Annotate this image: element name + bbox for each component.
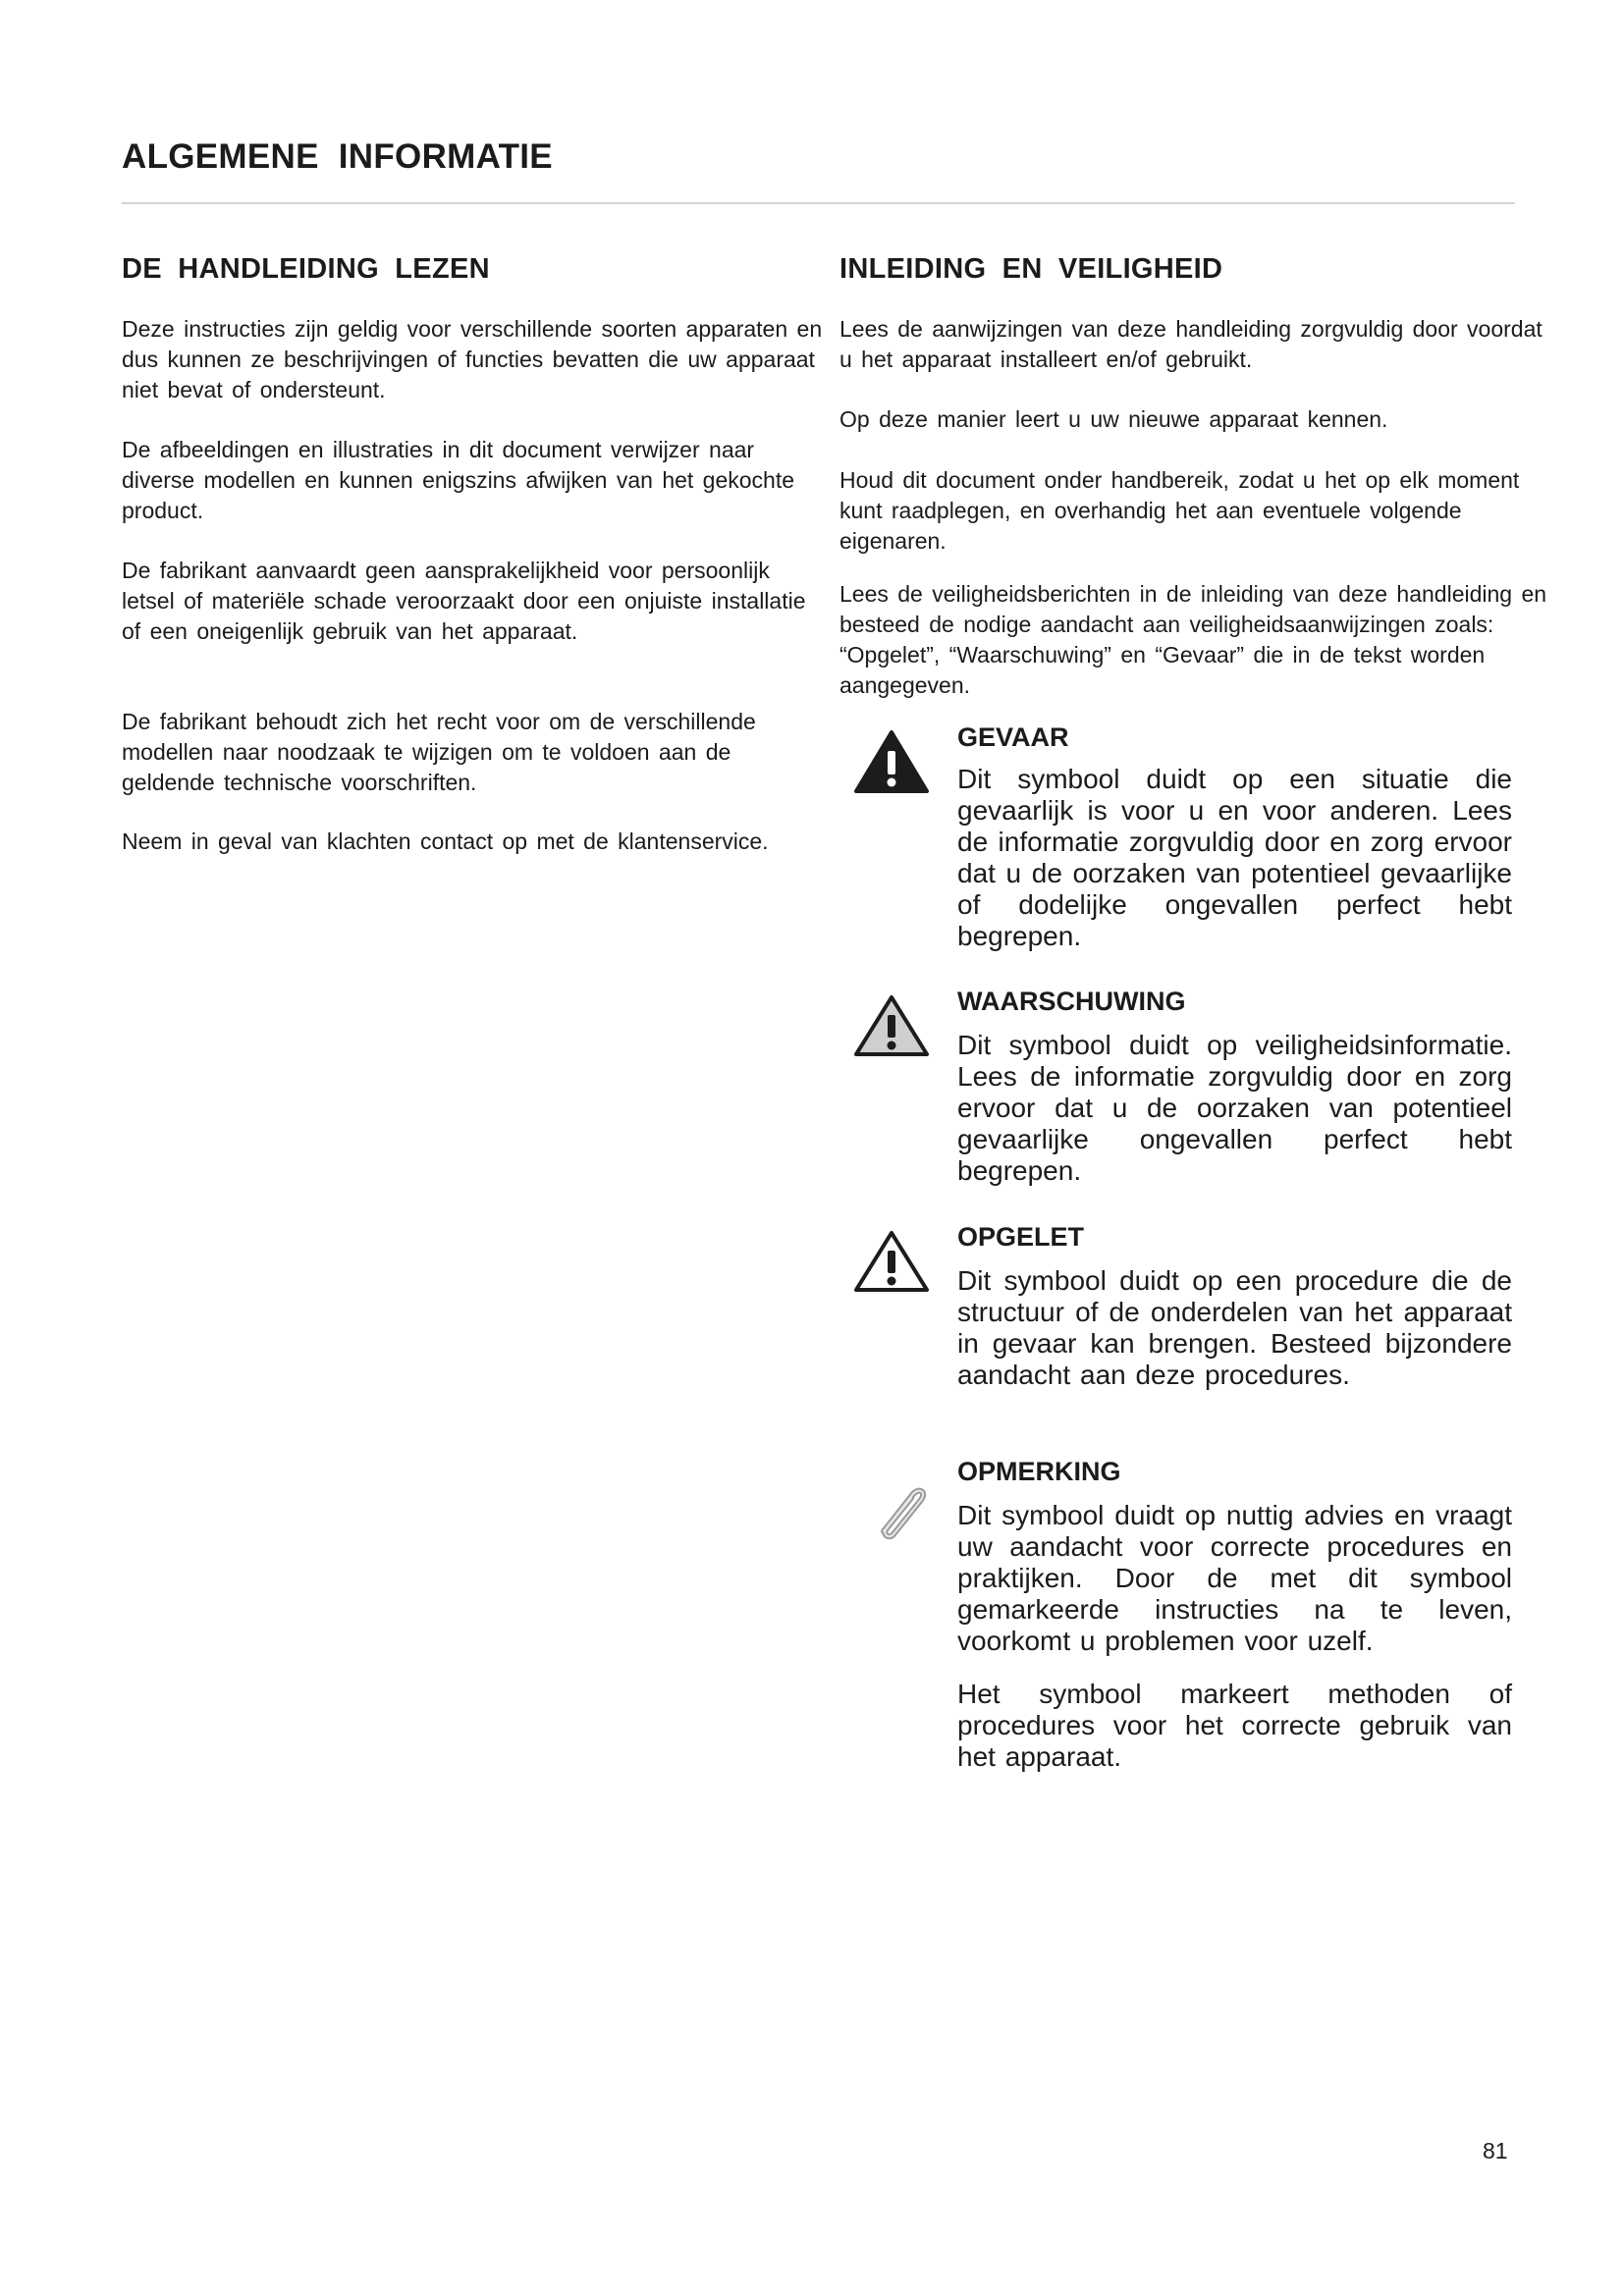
notice-text-caution: Dit symbool duidt op een procedure die de structuur of de onderdelen van het apparaat in gevaar kan brengen. Besteed bijzondere aandacht aan deze procedures. (957, 1265, 1512, 1390)
left-paragraph-1: Deze instructies zijn geldig voor verschillende soorten apparaten en dus kunnen ze beschrijvingen of functies bevatten die uw apparaat niet bevat of ondersteunt. (122, 316, 823, 402)
notice-title-warning: WAARSCHUWING (957, 987, 1186, 1016)
section-heading-reading-manual: DE HANDLEIDING LEZEN (122, 253, 490, 285)
left-paragraph-2: De afbeeldingen en illustraties in dit document verwijzer naar diverse modellen en kunnen enigszins afwijken van het gekochte product. (122, 437, 795, 523)
left-paragraph-3: De fabrikant aanvaardt geen aansprakelijkheid voor persoonlijk letsel of materiële schade veroorzaakt door een onjuiste installatie of een oneigenlijk gebruik van het apparaat. (122, 558, 806, 644)
danger-triangle-icon (853, 729, 930, 794)
page-number: 81 (1483, 2138, 1508, 2163)
notice-title-danger: GEVAAR (957, 722, 1069, 752)
warning-triangle-icon (853, 993, 930, 1058)
notice-text-note: Dit symbool duidt op nuttig advies en vraagt uw aandacht voor correcte procedures en praktijken. Door de met dit symbool gemarkeerde instructies na te leven, voorkomt u problemen voor uzelf. (957, 1500, 1512, 1656)
notice-text-danger: Dit symbool duidt op een situatie die gevaarlijk is voor u en voor anderen. Lees de informatie zorgvuldig door en zorg ervoor dat u de oorzaken van potentieel gevaarlijke of dodelijke ongevallen perfect hebt begrepen. (957, 764, 1512, 951)
page-title: ALGEMENE INFORMATIE (122, 137, 553, 176)
notice-text-warning: Dit symbool duidt op veiligheidsinformatie. Lees de informatie zorgvuldig door en zorg ervoor dat u de oorzaken van potentieel gevaarlijke ongevallen perfect hebt begrepen. (957, 1030, 1512, 1186)
title-divider (122, 202, 1515, 204)
right-paragraph-3: Houd dit document onder handbereik, zodat u het op elk moment kunt raadplegen, en overhandig het aan eventuele volgende eigenaren. (839, 467, 1520, 554)
paperclip-icon (864, 1476, 933, 1545)
caution-triangle-icon (853, 1229, 930, 1294)
right-paragraph-4: Lees de veiligheidsberichten in de inleiding van deze handleiding en besteed de nodige aandacht aan veiligheidsaanwijzingen zoals: “Opgelet”, “Waarschuwing” en “Gevaar” die in de tekst worden aangegeven. (839, 581, 1547, 698)
right-paragraph-2: Op deze manier leert u uw nieuwe apparaat kennen. (839, 406, 1388, 432)
left-paragraph-5: Neem in geval van klachten contact op met de klantenservice. (122, 828, 769, 854)
notice-title-note: OPMERKING (957, 1457, 1121, 1486)
notice-text-note-2: Het symbool markeert methoden of procedures voor het correcte gebruik van het apparaat. (957, 1679, 1512, 1772)
section-heading-introduction-safety: INLEIDING EN VEILIGHEID (839, 253, 1223, 285)
right-paragraph-1: Lees de aanwijzingen van deze handleiding zorgvuldig door voordat u het apparaat installeert en/of gebruikt. (839, 316, 1543, 372)
notice-title-caution: OPGELET (957, 1222, 1085, 1252)
left-paragraph-4: De fabrikant behoudt zich het recht voor om de verschillende modellen naar noodzaak te wijzigen om te voldoen aan de geldende technische voorschriften. (122, 709, 756, 795)
